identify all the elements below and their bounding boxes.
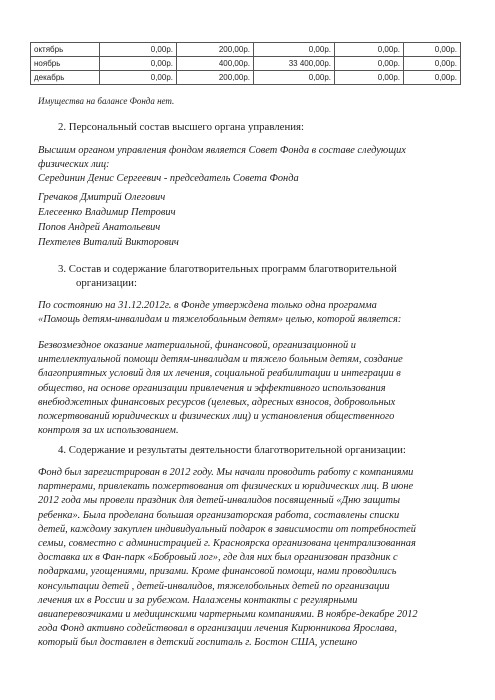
table-row	[31, 71, 461, 85]
text-line: Высшим органом управления фондом является Совет Фонда в составе следующих	[38, 145, 406, 156]
section-4-heading: 4. Содержание и результаты деятельности благотворительной организации:	[58, 444, 406, 456]
table-cell: 0,00р.	[404, 43, 461, 57]
table-cell: 0,00р.	[335, 71, 404, 85]
table-cell: 0,00р.	[254, 43, 335, 57]
table-cell: 400,00р.	[177, 57, 254, 71]
table-cell: 0,00р.	[404, 57, 461, 71]
finance-table	[30, 42, 461, 85]
text-line: семьи, совместно с администрацией г. Красноярска организована централизованная	[38, 538, 416, 550]
table-cell: ноябрь	[31, 57, 100, 71]
text-line: пожертвований юридических и физических лиц) и установления общественного	[38, 411, 395, 423]
table-cell: 0,00р.	[254, 71, 335, 85]
text-line: благоприятных условий для их лечения, социальной реабилитации и интеграции в	[38, 368, 401, 380]
text-line: Фонд был зарегистрирован в 2012 году. Мы начали проводить работу с компаниями	[38, 467, 414, 478]
table-cell: октябрь	[31, 43, 100, 57]
text-line: интеллектуальной помощи детям-инвалидам и тяжело больным детям, создание	[38, 354, 403, 366]
list-item: Гречаков Дмитрий Олегович	[38, 192, 166, 203]
text-line: консультации детей , детей-инвалидов, тяжелобольных детей по организации	[38, 580, 390, 592]
text-line: Безвозмездное оказание материальной, финансовой, организационной и	[38, 340, 356, 351]
table-cell: 0,00р.	[404, 71, 461, 85]
text-line: года Фонд активно содействовал в организации лечения Кирюнникова Ярослава,	[38, 623, 397, 635]
table-cell: 33 400,00р.	[254, 57, 335, 71]
text-line: ребенка». Была проделана большая организаторская работа, составлены списки	[38, 509, 400, 521]
section-2-intro	[38, 144, 406, 186]
table-cell: 200,00р.	[177, 43, 254, 57]
table-cell: 0,00р.	[100, 71, 177, 85]
text-line: который был доставлен в детский госпиталь г. Бостон США, успешно	[38, 637, 358, 649]
heading-line: организации:	[76, 277, 137, 289]
table-cell: 0,00р.	[335, 57, 404, 71]
table-cell: 0,00р.	[100, 57, 177, 71]
list-item: Елесеенко Владимир Петрович	[38, 207, 176, 218]
text-line: 2012 года мы провели праздник для детей-инвалидов посвященный «Дню защиты	[38, 495, 401, 507]
text-line: контроля за их использованием.	[38, 425, 179, 437]
text-line: партнерами, привлекать пожертвования от физических и юридических лиц. В июне	[38, 481, 414, 493]
text-line: По состоянию на 31.12.2012г. в Фонде утверждена только одна программа	[38, 300, 377, 311]
table-cell: 0,00р.	[335, 43, 404, 57]
table-cell: декабрь	[31, 71, 100, 85]
text-line: детей, каждому закуплен индивидуальный подарок в зависимости от потребностей	[38, 523, 416, 535]
text-line: авиаперевозчиками и медицинскими чартерными компаниями. В ноябре-декабре 2012	[38, 609, 418, 621]
text-line: Серединин Денис Сергеевич - председатель Совета Фонда	[38, 173, 299, 184]
list-item: Пехтелев Виталий Викторович	[38, 237, 179, 248]
section-3-heading	[58, 262, 397, 290]
text-line: внебюджетных финансовых ресурсов (целевых, адресных взносов, добровольных	[38, 396, 396, 408]
table-row	[31, 57, 461, 71]
text-line: физических лиц:	[38, 159, 110, 170]
program-goal	[38, 339, 403, 438]
text-line: подарками, угощениями, призами. Кроме финансовой помощи, нами проводились	[38, 566, 397, 578]
section-2-heading: 2. Персональный состав высшего органа управления:	[58, 121, 304, 133]
text-line: общество, на основе организации привлечения и эффективного использования	[38, 382, 386, 394]
text-line: лечения их в России и за рубежом. Налажены контакты с регулярными	[38, 594, 358, 606]
text-line: «Помощь детям-инвалидам и тяжелобольным детям» целью, которой является:	[38, 314, 402, 325]
table-cell: 0,00р.	[100, 43, 177, 57]
no-property-note: Имущества на балансе Фонда нет.	[38, 96, 175, 106]
table-row	[31, 43, 461, 57]
text-line: доставка их в Фан-парк «Бобровый лог», где для них был организован праздник с	[38, 552, 398, 564]
list-item: Попов Андрей Анатольевич	[38, 222, 161, 233]
section-4-text	[38, 466, 418, 651]
table-cell: 200,00р.	[177, 71, 254, 85]
section-3-text	[38, 299, 401, 327]
council-members	[38, 190, 179, 250]
heading-line: 3. Состав и содержание благотворительных программ благотворительной	[58, 263, 397, 275]
